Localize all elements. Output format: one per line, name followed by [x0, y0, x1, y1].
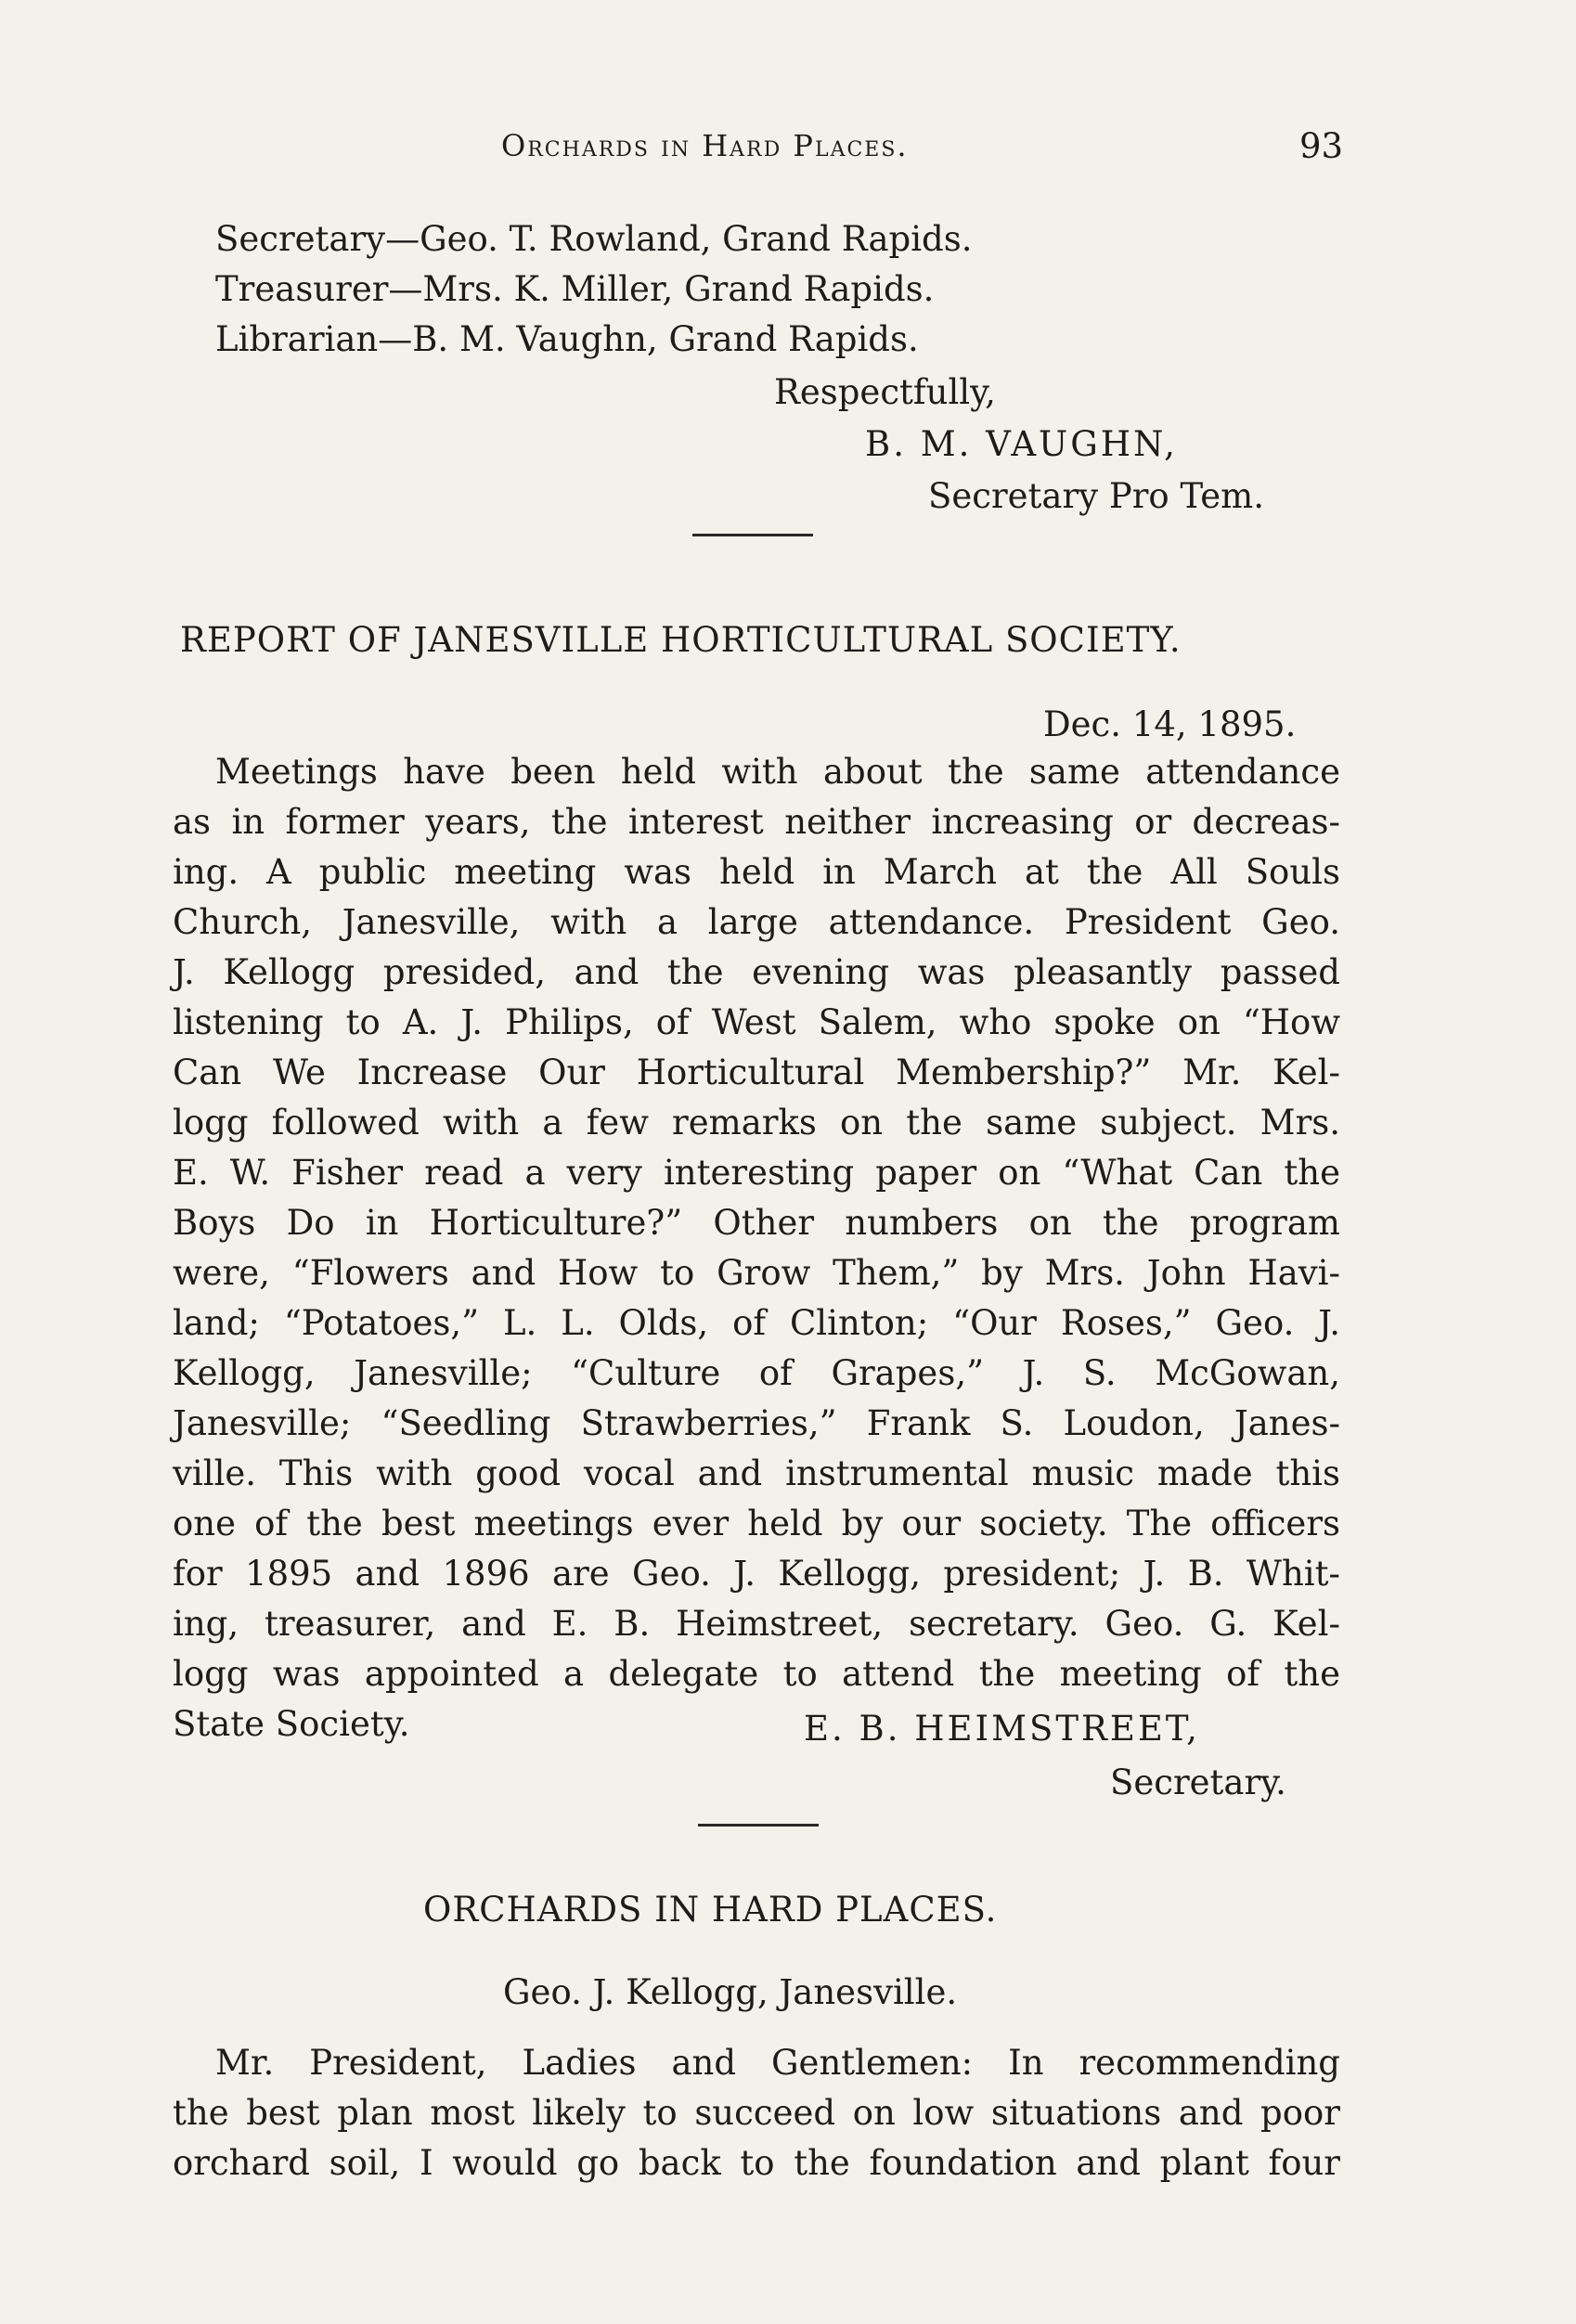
- report-line: J. Kellogg presided, and the evening was pleasantly passed: [173, 952, 1340, 992]
- report-final-line: State Society.: [173, 1704, 410, 1744]
- section-divider: [698, 1824, 819, 1827]
- report-line: Church, Janesville, with a large attendance. President Geo.: [173, 902, 1340, 942]
- section-divider: [692, 534, 813, 536]
- article-byline: Geo. J. Kellogg, Janesville.: [503, 1972, 958, 2012]
- report-date: Dec. 14, 1895.: [1043, 704, 1297, 744]
- report-line: land; “Potatoes,” L. L. Olds, of Clinton; “Our Roses,” Geo. J.: [173, 1303, 1340, 1343]
- report-line: were, “Flowers and How to Grow Them,” by Mrs. John Havi-: [173, 1253, 1340, 1293]
- report-line: ing. A public meeting was held in March at the All Souls: [173, 852, 1340, 892]
- report-line: one of the best meetings ever held by our society. The officers: [173, 1504, 1340, 1543]
- report-heading: REPORT OF JANESVILLE HORTICULTURAL SOCIETY.: [180, 620, 1182, 660]
- page-number: 93: [1299, 126, 1344, 166]
- report-line: logg was appointed a delegate to attend the meeting of the: [173, 1654, 1340, 1694]
- report-body: [173, 747, 1340, 1749]
- signer-name-vaughn: B. M. VAUGHN,: [865, 424, 1178, 464]
- article-line: the best plan most likely to succeed on low situations and poor: [173, 2093, 1340, 2133]
- report-line: Janesville; “Seedling Strawberries,” Frank S. Loudon, Janes-: [173, 1403, 1340, 1443]
- report-line: ville. This with good vocal and instrumental music made this: [173, 1453, 1340, 1493]
- officer-librarian: Librarian—B. M. Vaughn, Grand Rapids.: [215, 319, 919, 359]
- report-line: E. W. Fisher read a very interesting paper on “What Can the: [173, 1153, 1340, 1193]
- running-title: Orchards in Hard Places.: [501, 128, 909, 163]
- signer-title-secretary: Secretary.: [1110, 1762, 1286, 1802]
- article-heading: ORCHARDS IN HARD PLACES.: [423, 1890, 998, 1930]
- article-line: Mr. President, Ladies and Gentlemen: In recommending: [215, 2043, 1340, 2083]
- officer-secretary: Secretary—Geo. T. Rowland, Grand Rapids.: [215, 219, 973, 259]
- report-line: for 1895 and 1896 are Geo. J. Kellogg, president; J. B. Whit-: [173, 1554, 1340, 1594]
- article-line: orchard soil, I would go back to the foundation and plant four: [173, 2143, 1340, 2183]
- closing-respectfully: Respectfully,: [774, 372, 996, 412]
- report-line: as in former years, the interest neither increasing or decreas-: [173, 802, 1340, 842]
- report-line: Meetings have been held with about the same attendance: [215, 752, 1340, 792]
- article-body: [173, 2038, 1340, 2188]
- officer-treasurer: Treasurer—Mrs. K. Miller, Grand Rapids.: [215, 269, 935, 309]
- report-line: listening to A. J. Philips, of West Salem, who spoke on “How: [173, 1002, 1340, 1042]
- signer-title-pro-tem: Secretary Pro Tem.: [928, 476, 1264, 516]
- report-line: logg followed with a few remarks on the same subject. Mrs.: [173, 1103, 1340, 1143]
- report-line: ing, treasurer, and E. B. Heimstreet, secretary. Geo. G. Kel-: [173, 1604, 1340, 1644]
- report-line: Can We Increase Our Horticultural Membership?” Mr. Kel-: [173, 1052, 1340, 1092]
- signer-name-heimstreet: E. B. HEIMSTREET,: [804, 1709, 1200, 1749]
- report-line: Kellogg, Janesville; “Culture of Grapes,” J. S. McGowan,: [173, 1353, 1340, 1393]
- report-line: Boys Do in Horticulture?” Other numbers on the program: [173, 1203, 1340, 1243]
